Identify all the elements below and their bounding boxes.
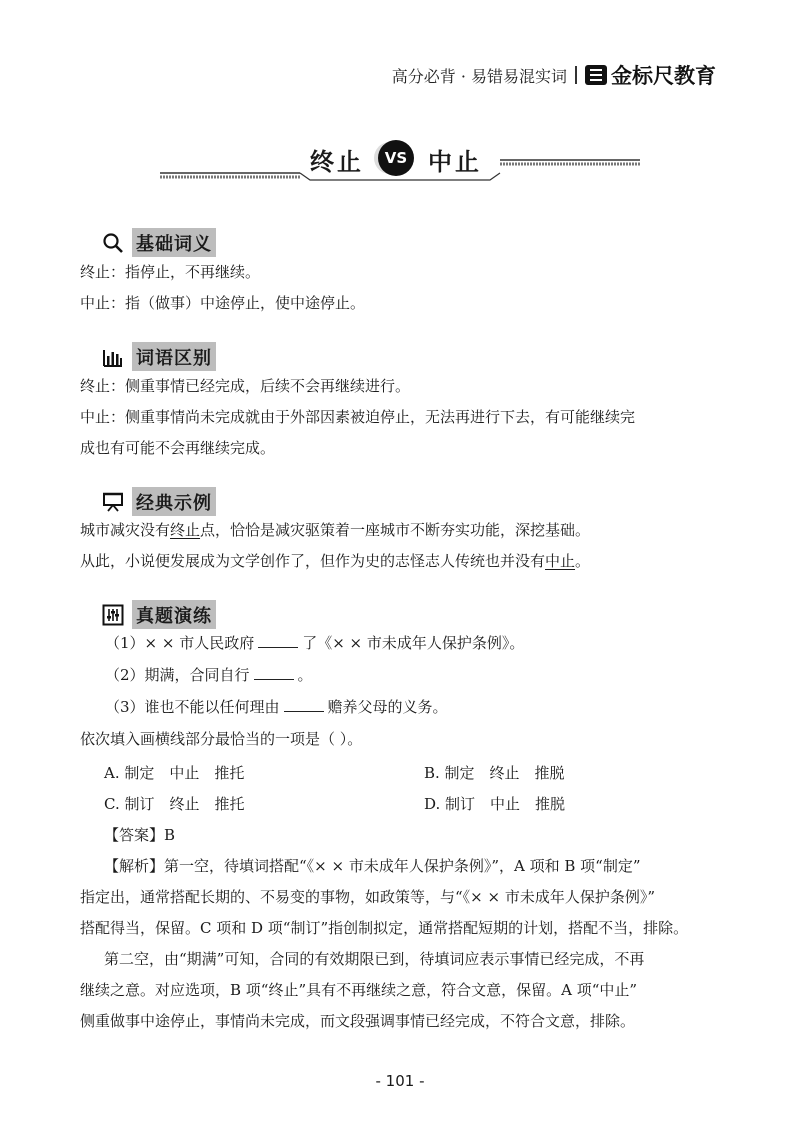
- page-header: [392, 60, 716, 90]
- analysis-line-5: 继续之意。对应选项，B 项“终止”具有不再继续之意，符合文意，保留。A 项“中止”: [80, 981, 638, 999]
- section-diff-heading: [102, 342, 216, 371]
- option-b: B. 制定 终止 推脱: [424, 764, 565, 782]
- question-1-text-before: （1）× × 市人民政府: [105, 634, 255, 652]
- magnifier-icon: [102, 232, 124, 254]
- title-term-right: 中止: [428, 147, 482, 176]
- brand-logo: [585, 60, 716, 90]
- section-examples-title: 经典示例: [132, 487, 216, 516]
- question-3-text-before: （3）谁也不能以任何理由: [105, 698, 280, 716]
- answer-blank: [254, 665, 294, 680]
- analysis-line-4: 第二空，由“期满”可知，合同的有效期限已到，待填词应表示事情已经完成，不再: [104, 950, 645, 968]
- question-2-text-after: 。: [297, 666, 313, 684]
- analysis-line-6: 侧重做事中途停止，事情尚未完成，而文段强调事情已经完成，不符合文意，排除。: [80, 1012, 636, 1030]
- example-1-text-before: 城市减灾没有: [80, 521, 171, 539]
- answer-blank: [284, 697, 324, 712]
- brand-name: 金标尺教育: [611, 64, 716, 88]
- basic-line-2: 中止：指（做事）中途停止，使中途停止。: [80, 294, 366, 312]
- page-number: - 101 -: [375, 1072, 425, 1090]
- question-2-text-before: （2）期满，合同自行: [105, 666, 250, 684]
- vs-badge: VS: [378, 140, 414, 176]
- question-3: [105, 696, 448, 718]
- question-1: [105, 632, 524, 654]
- series-title: 高分必背 · 易错易混实词: [391, 66, 567, 86]
- diff-line-1: 终止：侧重事情已经完成，后续不会再继续进行。: [80, 377, 411, 395]
- diff-line-3: 成也有可能不会再继续完成。: [80, 439, 276, 457]
- title-term-left: 终止: [310, 147, 364, 176]
- option-d: D. 制订 中止 推脱: [424, 795, 566, 813]
- section-basic-heading: [102, 228, 216, 257]
- basic-line-1: 终止：指停止，不再继续。: [80, 263, 261, 281]
- analysis-line-2: 指定出，通常搭配长期的、不易变的事物，如政策等，与“《× × 市未成年人保护条例》”: [80, 888, 656, 906]
- section-basic-title: 基础词义: [132, 228, 216, 257]
- answer-blank: [258, 633, 298, 648]
- question-2: [105, 664, 313, 686]
- example-1: [80, 519, 590, 541]
- option-a: A. 制定 中止 推托: [104, 764, 245, 782]
- answer: 【答案】B: [104, 826, 176, 844]
- bar-chart-icon: [102, 346, 124, 368]
- analysis-line-1: 【解析】第一空，待填词搭配“《× × 市未成年人保护条例》”，A 项和 B 项“制定”: [104, 857, 641, 875]
- presentation-board-icon: [102, 491, 124, 513]
- section-practice-heading: [102, 600, 216, 629]
- sliders-icon: [102, 604, 124, 626]
- example-1-keyword: 终止: [170, 521, 201, 539]
- section-diff-title: 词语区别: [132, 342, 216, 371]
- example-1-text-after: 点，恰恰是减灾驱策着一座城市不断夯实功能，深挖基础。: [200, 521, 591, 539]
- book-icon: [585, 65, 607, 85]
- example-2: [80, 550, 590, 572]
- section-practice-title: 真题演练: [132, 600, 216, 629]
- question-1-text-after: 了《× × 市未成年人保护条例》。: [302, 634, 525, 652]
- question-3-text-after: 赡养父母的义务。: [327, 698, 448, 716]
- question-stem: 依次填入画横线部分最恰当的一项是（ ）。: [80, 730, 363, 748]
- header-divider: [575, 66, 577, 84]
- example-2-keyword: 中止: [545, 552, 576, 570]
- option-c: C. 制订 终止 推托: [104, 795, 245, 813]
- analysis-line-3: 搭配得当，保留。C 项和 D 项“制订”指创制拟定，通常搭配短期的计划，搭配不当，排除。: [80, 919, 689, 937]
- example-2-text-before: 从此，小说便发展成为文学创作了，但作为史的志怪志人传统也并没有: [80, 552, 546, 570]
- example-2-text-after: 。: [575, 552, 591, 570]
- section-examples-heading: [102, 487, 216, 516]
- diff-line-2: 中止：侧重事情尚未完成就由于外部因素被迫停止，无法再进行下去，有可能继续完: [80, 408, 636, 426]
- page-title: [160, 138, 640, 188]
